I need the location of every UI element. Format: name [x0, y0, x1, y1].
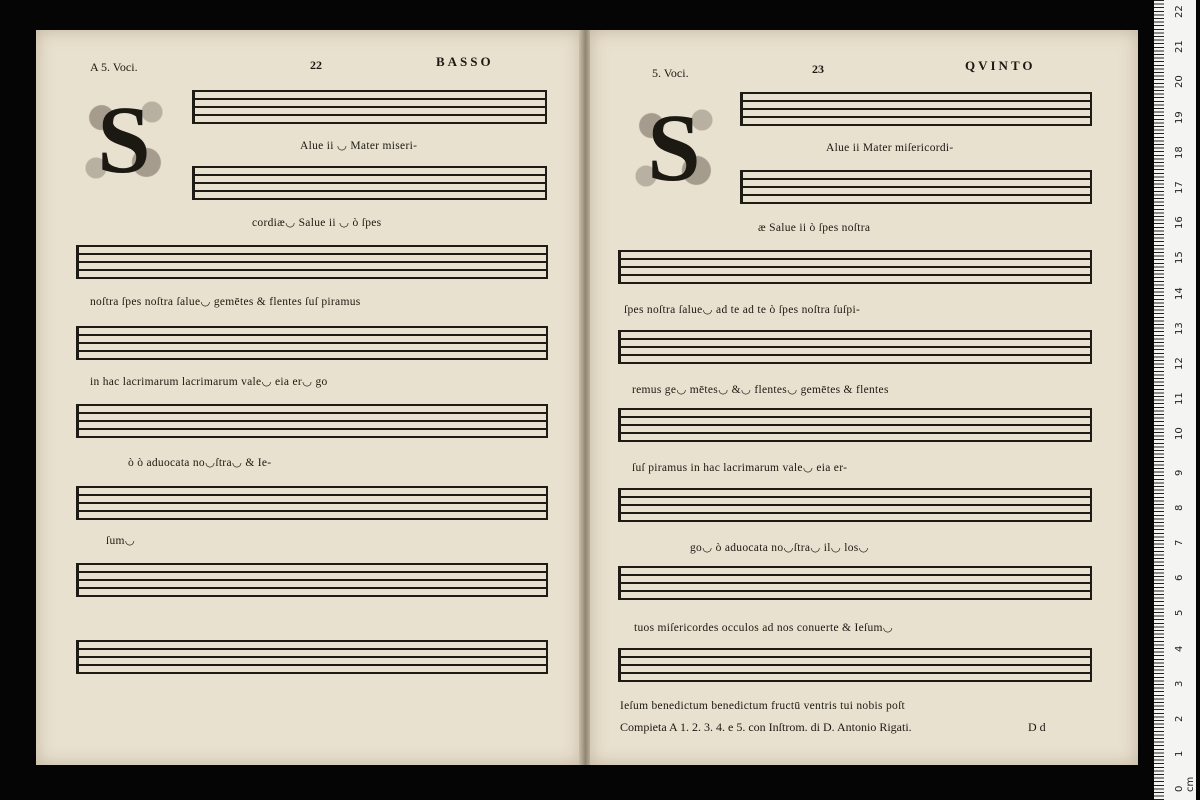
left-staff-4 — [76, 326, 548, 364]
left-staff-3 — [76, 245, 548, 283]
left-staff-2 — [192, 166, 547, 204]
ruler-number: 12 — [1174, 357, 1185, 370]
right-lyric-line-7: tuos miſericordes occulos ad nos conuerte & Ieſum◡ — [634, 622, 894, 634]
ruler-number: 6 — [1174, 574, 1185, 582]
ruler-number: 5 — [1174, 610, 1185, 617]
left-lyric-line-6: ſum◡ — [106, 535, 136, 547]
right-lyric-line-4: remus ge◡ mētes◡ &◡ flentes◡ gemētes & flentes — [632, 384, 889, 396]
left-part-name: BASSO — [436, 54, 494, 69]
right-lyric-line-3: ſpes noſtra ſalue◡ ad te ad te ò ſpes noſtra ſuſpi- — [624, 304, 861, 316]
right-staff-6 — [618, 488, 1092, 526]
right-footer-attribution: Compieta A 1. 2. 3. 4. e 5. con Inſtrom. di D. Antonio Rigati. — [620, 720, 912, 734]
left-staff-6 — [76, 486, 548, 524]
left-lyric-line-1: Alue ii ◡ Mater miseri- — [300, 140, 418, 152]
left-staff-1 — [192, 90, 547, 128]
ruler-number: 11 — [1174, 392, 1185, 406]
left-staff-7 — [76, 563, 548, 601]
ruler-number: 17 — [1174, 181, 1185, 194]
ruler-number: 2 — [1174, 715, 1185, 722]
right-staff-1 — [740, 92, 1092, 130]
right-lyric-line-5: ſuſ piramus in hac lacrimarum vale◡ eia er- — [632, 462, 848, 474]
left-lyric-line-2: cordiæ◡ Salue ii ◡ ò ſpes — [252, 217, 382, 229]
left-staff-5 — [76, 404, 548, 442]
ruler-number: 15 — [1174, 251, 1185, 265]
left-lyric-line-5: ò ò aduocata no◡ſtra◡ & Ie- — [128, 457, 272, 469]
ruler-number: 18 — [1174, 146, 1185, 159]
ruler-number: 0 cm — [1174, 777, 1196, 793]
right-staff-3 — [618, 250, 1092, 288]
left-decorated-initial: S — [68, 84, 180, 196]
right-page-number: 23 — [812, 62, 824, 76]
ruler-number: 14 — [1174, 286, 1185, 300]
ruler-number: 21 — [1174, 40, 1185, 54]
ruler-number: 7 — [1174, 539, 1185, 546]
ruler-number: 3 — [1174, 680, 1185, 687]
ruler-number: 16 — [1174, 216, 1185, 230]
left-staff-8 — [76, 640, 548, 678]
left-page-number: 22 — [310, 58, 322, 72]
right-staff-2 — [740, 170, 1092, 208]
ruler-number: 22 — [1174, 5, 1185, 18]
right-lyric-line-1: Alue ii Mater miſericordi- — [826, 142, 954, 154]
ruler-number: 13 — [1174, 322, 1185, 335]
left-lyric-line-3: noſtra ſpes noſtra ſalue◡ gemētes & flentes ſuſ piramus — [90, 296, 361, 308]
ruler-ticks — [1154, 0, 1164, 800]
right-staff-4 — [618, 330, 1092, 368]
ruler-number: 9 — [1174, 469, 1185, 476]
right-staff-7 — [618, 566, 1092, 604]
right-staff-5 — [618, 408, 1092, 446]
ruler-number: 10 — [1174, 427, 1185, 441]
left-voices-label: A 5. Voci. — [90, 60, 138, 74]
ruler-number: 4 — [1174, 645, 1185, 652]
right-signature-mark: D d — [1028, 720, 1046, 734]
right-staff-8 — [618, 648, 1092, 686]
right-lyric-line-2: æ Salue ii ò ſpes noſtra — [758, 222, 871, 234]
right-voices-label: 5. Voci. — [652, 66, 689, 80]
ruler-number: 20 — [1174, 75, 1185, 89]
ruler-number: 1 — [1174, 750, 1185, 758]
right-lyric-line-8: Ieſum benedictum benedictum fructū ventris tui nobis poſt — [620, 700, 906, 712]
right-decorated-initial: S — [618, 92, 730, 204]
left-lyric-line-4: in hac lacrimarum lacrimarum vale◡ eia er◡ go — [90, 376, 328, 388]
ruler-number: 19 — [1174, 110, 1185, 124]
measuring-ruler — [1154, 0, 1196, 800]
right-part-name: QVINTO — [965, 58, 1036, 73]
right-lyric-line-6: go◡ ò aduocata no◡ſtra◡ il◡ los◡ — [690, 542, 869, 554]
ruler-number: 8 — [1174, 504, 1185, 511]
